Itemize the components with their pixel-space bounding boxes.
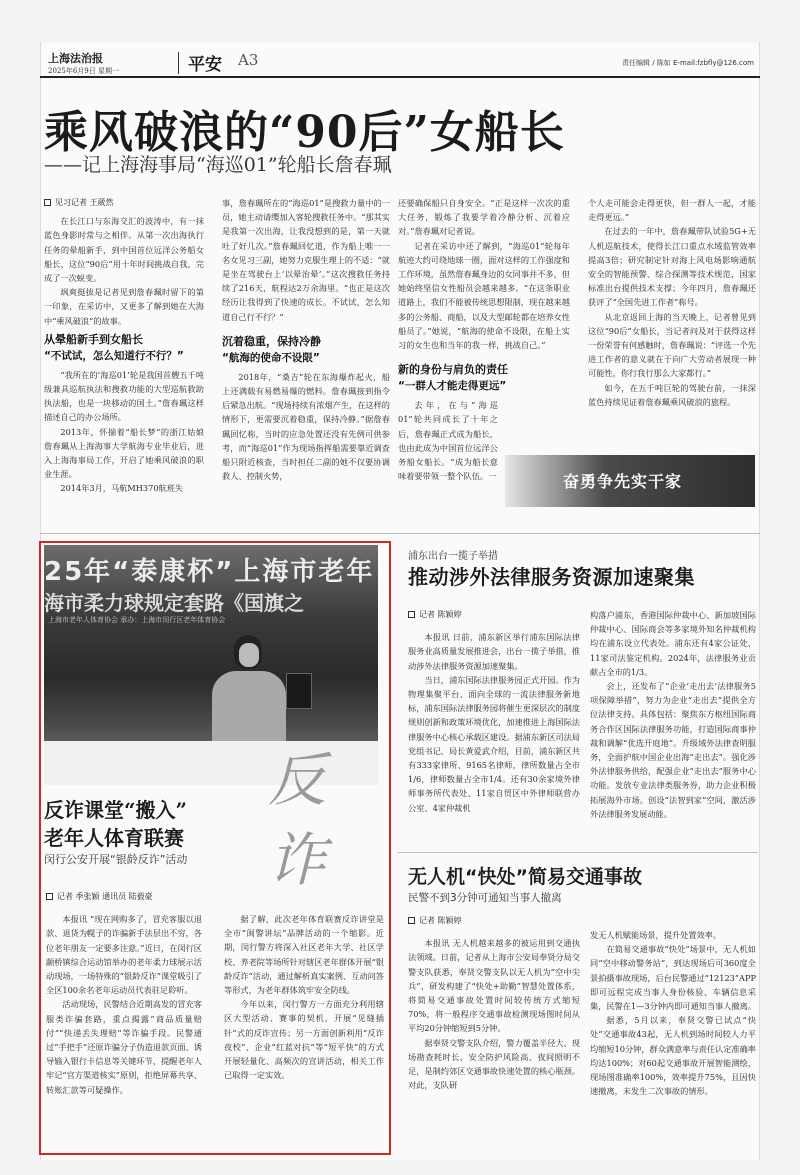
right-story-2-column-2 (590, 928, 756, 1154)
subheading: “航海的使命不设限” (222, 351, 320, 364)
paragraph: 在长江口与东海交汇的波涛中，有一抹蓝色身影时常与之相伴。从第一次出海执行任务的晕船新手，到中国首位远洋公务船女船长，这位“90后”用十年时间挑战自我，完成了一次蜕变。 (44, 216, 204, 284)
paragraph: 会上，还发布了“企业‘走出去’法律服务5项保障举措”，努力为企业“走出去”提供全方位法律支持。具体包括：聚焦东方枢纽国际商务合作区国际法律服务功能，打造国际商事仲裁和调解“优选开庭地”。升级域外法律查明服务，全面护航中国企业出海“走出去”。强化涉外法律服务供给，配强企业“走出去”服务中心功能。发放专业法律类服务券，助力企业积极拓展海外市场。创设“法智到家”空间，激活涉外法律服务发展动能。 (590, 681, 756, 819)
right-story-2-title: 无人机“快处”简易交通事故 (408, 866, 642, 888)
subheading: “不试试，怎么知道行不行？” (44, 349, 184, 362)
left-story-title-line-1: 反诈课堂“搬入” (44, 798, 188, 822)
right-story-1-byline: 记者 陈颖婷 (408, 608, 580, 622)
right-story-2-subtitle: 民警不到3分钟可通知当事人撤离 (408, 892, 562, 904)
paragraph: 构落户浦东，香港国际仲裁中心、新加坡国际仲裁中心、国际商会等多家境外知名仲裁机构均在浦东设立代表处。浦东还有4家公证处、11家司法鉴定机构。2024年，法律服务业贡献占全市的1/3。 (590, 610, 756, 677)
paragraph: 本报讯 日前，浦东新区举行浦东国际法律服务业高质量发展推进会，出台一揽子举措，推动涉外法律服务资源加速聚集。 (408, 632, 580, 671)
feature-column-4 (588, 196, 756, 446)
paragraph: 去年，在与“海巡01”轮共同成长了十年之后，詹春珮正式成为船长，也由此成为中国首位远洋公务船女船长。“成为船长意味着要带领一整个队伍。一 (398, 400, 498, 482)
subheading: 从晕船新手到女船长 (44, 332, 143, 346)
paragraph: 当日，浦东国际法律服务园正式开园。作为物理集聚平台、面向全球的一流法律服务新地标，浦东国际法律服务园将催生更深层次的制度规则创新和政策环境优化，加速推进上海国际法律服务中心核心承载区建设。据浦东新区司法局党组书记、局长黄爱武介绍，目前，浦东新区共有333家律所、9165名律师，律所数量占全市1/6，律师数量占全市1/4。还有30余家境外律师事务所代表处、11家自贸区中外律师联营办公室、4家仲裁机 (408, 674, 580, 813)
left-story-title-line-2: 老年人体育联赛 (44, 826, 184, 850)
left-story-column-1 (46, 890, 202, 1150)
left-story-title (44, 796, 187, 852)
section-divider (398, 852, 758, 853)
subheading: “一群人才能走得更远” (398, 380, 507, 393)
right-story-1-column-2 (590, 608, 756, 848)
subheading: 新的身份与肩负的责任 (398, 363, 508, 377)
photo-banner-line-1: 25年“泰康杯”上海市老年 (44, 557, 375, 587)
feature-byline: 见习记者 王葳然 (44, 196, 204, 210)
left-story-column-2 (224, 912, 384, 1150)
paragraph: 2018年，“桑吉”轮在东海爆炸起火，船上还满载有易燃易爆的燃料。詹春珮接到指令后紧急出航。“现场持续有浓烟产生，在这样的情形下，更需要沉着稳重，保持冷静。”据詹春珮回忆称，当时的应急处置还没有先例可供参考，而“海巡01”作为现场指挥船需要靠近调查船只附近核查，当时担任二副的她不仅要协调救人、控制火势， (222, 371, 390, 482)
paragraph: 本报讯 “现在网购多了，冒充客服以退款、退货为幌子的诈骗新手法层出不穷，各位老年朋友一定要多注意。”近日，在闵行区颛桥镇综合运动馆举办的老年柔力球展示活动现场，一场特殊的“银龄反诈”课堂吸引了全区100余名老年运动员代表驻足聆听。 (46, 914, 202, 996)
right-story-2-byline: 记者 陈颖婷 (408, 914, 580, 928)
paragraph: 个人走可能会走得更快，但一群人一起，才能走得更远。” (588, 198, 756, 223)
feature-subtitle: ——记上海海事局“海巡01”轮船长詹春珮 (44, 154, 392, 176)
subheading: 沉着稳重，保持冷静 (222, 334, 321, 348)
paragraph: 从北京返回上海的当天晚上，记者曾见到这位“90后”女船长，当记者问及对于获得这样一份荣誉有何感触时，詹春珮说：“评选一个先进工作者的意义就在于向广大劳动者展现一种可能性，你行我行那么大家都行。” (588, 311, 756, 379)
paragraph: 发无人机赋能场景，提升处置效率。 (590, 930, 722, 940)
feature-title: 乘风破浪的“90后”女船长 (44, 107, 565, 158)
right-story-1-title: 推动涉外法律服务资源加速聚集 (408, 565, 695, 589)
photo-banner-line-3: 上海市老年人体育协会 承办：上海市闵行区老年体育协会 (48, 616, 226, 624)
award-banner-text: 奋勇争先实干家 (563, 472, 683, 491)
feature-column-1 (44, 196, 204, 526)
paragraph: 今年以来，闵行警方一方面充分利用辖区大型活动、赛事的契机，开展“见缝插针”式的反诈宣传；另一方面创新利用“反诈夜校”、企业“红蓝对抗”等“短平快”的方式开展轻量化、高频次的宣讲活动，相关工作已取得一定实效。 (224, 999, 384, 1081)
photo-banner-line-2: 海市柔力球规定套路《国旗之 (44, 591, 304, 615)
page-header (40, 48, 760, 78)
newspaper-logo: 上海法治报 (48, 52, 103, 65)
paragraph: 活动现场，民警结合近期高发的冒充客服类诈骗套路，重点揭露“商品质量赔付”“快递丢失理赔”等诈骗手段。民警通过“手把手”还原诈骗分子伪造退款页面、诱导输入银行卡信息等关键环节，提醒老年人牢记“官方渠道核实”原则，拒绝屏幕共享、转账汇款等可疑操作。 (46, 999, 202, 1095)
paragraph: 据奉贤交警支队介绍，警力覆盖半径大、现场勘查耗时长、安全防护风险高、夜间照明不足，是制约郊区交通事故快速处置的核心瓶颈。对此，支队研 (408, 1037, 580, 1091)
paragraph: 2014年3月，马航MH370航班失 (60, 483, 184, 494)
paragraph: 在简易交通事故“快处”场景中，无人机如同“空中移动警务站”，到达现场后可360度全景拍摄事故现场，后台民警通过“12123”APP即可远程完成当事人身份核验、车辆信息采集，民警在1—3分钟内即可通知当事人撤离。 (590, 944, 756, 1012)
left-story-subtitle: 闵行公安开展“银龄反诈”活动 (44, 853, 188, 866)
right-story-1-column-1 (408, 608, 580, 848)
paragraph: 本报讯 无人机越来越多的被运用到交通执法领域。日前，记者从上海市公安局奉贤分局交警支队获悉，奉贤交警支队以无人机为“空中尖兵”，研发构建了“快处+助勤”智慧处置体系，将简易交通事故处置时间较传统方式缩短70%，将一般程序交通事故检测现场图时间从平均20分钟缩短到5分钟。 (408, 938, 580, 1034)
section-divider (40, 533, 760, 534)
paragraph: 飒爽挺拔是记者见到詹春珮时留下的第一印象，在采访中，又更多了解到她在大海中“乘风破浪”的故事。 (44, 287, 204, 326)
paragraph: 事，詹春珮所在的“海巡01”是搜救力量中的一员，她主动请缨加入客轮搜救任务中。“那其实是我第一次出海，让我没想到的是，第一天就吐了好几次。”詹春珮回忆道，作为船上唯一一名女见习三副，她努力克服生理上的不适：“就是坐在驾驶台上‘以晕治晕’。”这次搜救任务持续了216天，航程达2万余海里。“也正是这次经历让我得到了快速的成长。不试试，怎么知道自己行不行？” (222, 198, 390, 322)
editor-credit: 责任编辑 / 陈如 E-mail:fzbfly@126.com (621, 59, 754, 67)
paragraph: 如今，在五千吨巨轮的驾驶台前，一抹深蓝色持续见证着詹春珮乘风破浪的旅程。 (588, 382, 756, 407)
right-story-2-column-1 (408, 914, 580, 1154)
feature-column-2 (222, 196, 390, 526)
issue-date: 2025年6月9日 星期一 (48, 67, 119, 75)
anti-fraud-sign (286, 673, 312, 709)
section-name: 平安 (188, 55, 222, 75)
story-kicker: 浦东出台一揽子举措 (408, 551, 498, 562)
paragraph: “我所在的‘海巡01’轮是我国首艘五千吨级兼具巡航执法和搜救功能的大型巡航救助执法船，也是一块移动的国土。”詹春珮这样描述自己的办公场所。 (44, 369, 204, 423)
paragraph: 2013年，怀揣着“船长梦”的浙江姑娘詹春珮从上海海事大学航海专业毕业后，进入上海海事局工作，开启了她乘风破浪的职业生涯。 (44, 426, 204, 480)
calligraphy-text: 反诈 (268, 746, 327, 894)
header-divider (178, 52, 179, 74)
paragraph: 据悉，5月以来，奉贤交警已试点“快处”交通事故43起，无人机到场时间较人力平均缩短10分钟，群众满意率与责任认定准确率均达100%；对60起交通事故开展智能测绘，现场图准确率100%，效率提升75%，且因快速撤离，未发生二次事故的情形。 (590, 1015, 756, 1097)
left-story-byline: 记者 季张颖 通讯员 陆毅豪 (46, 890, 202, 904)
award-banner (505, 455, 755, 507)
paragraph: 记者在采访中还了解到，“海巡01”轮每年航迹大约可绕地球一圈，面对这样的工作强度和工作环境，虽然詹春珮身边的女同事并不多，但她始终坚信女性船员会越来越多。“在这条职业道路上，我们不能被传统思想限制，现在越来越多的公务船、商船，以及大型邮轮都在培养女性船员了。”她说，“航海的使命不设限，在船上实习的女生也和当年的我一样，挑战自己。” (398, 240, 570, 351)
page-number: A3 (238, 51, 259, 69)
paragraph: 据了解，此次老年体育联赛反诈讲堂是全市“闽警讲坛”品牌活动的一个缩影。近期，闵行警方将深入社区老年大学、社区学校、养老院等场所针对辖区老年群体开展“银龄反诈”活动，通过解析真实案例、互动问答等形式，为老年群体筑牢安全防线。 (224, 914, 384, 996)
paragraph: 在过去的一年中，詹春珮带队试验5G+无人机巡航技术，使得长江口重点水域监管效率提高3倍；研究制定针对海上风电场影响通航安全的智能预警、综合探测等技术规范，国家标准出台提供技术支撑；今年四月，詹春珮还获评了“全国先进工作者”称号。 (588, 226, 756, 308)
paragraph: 还要确保船只自身安全。“正是这样一次次的重大任务，锻炼了我要学着冷静分析、沉着应对。”詹春珮对记者说。 (398, 198, 570, 237)
